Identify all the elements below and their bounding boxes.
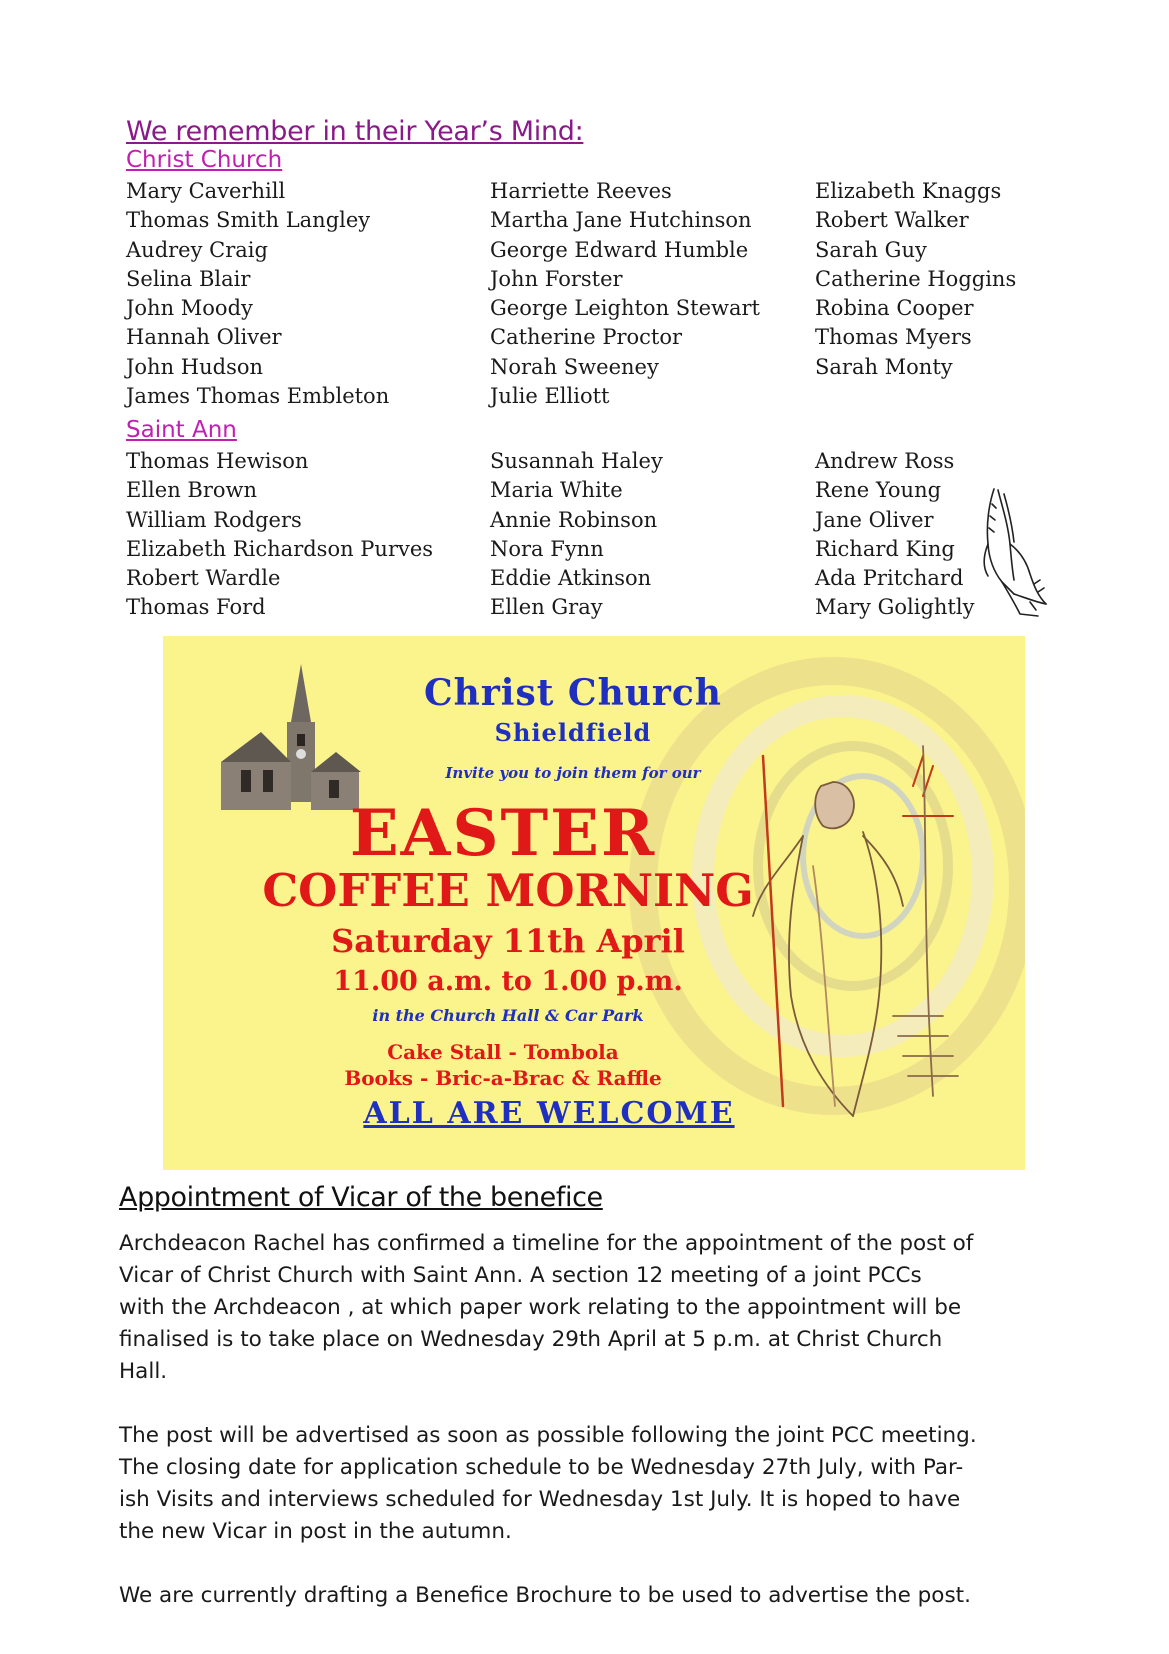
name: Thomas Smith Langley [126, 208, 371, 233]
poster-event-line1: EASTER [349, 796, 657, 871]
name: Harriette Reeves [490, 179, 672, 203]
name: William Rodgers [126, 507, 302, 532]
poster-subtitle: Shieldfield [494, 718, 652, 747]
name: Annie Robinson [490, 507, 658, 532]
name: Susannah Haley [490, 449, 663, 473]
poster-invite: Invite you to join them for our [445, 764, 701, 782]
poster-stalls-line1: Cake Stall - Tombola [387, 1040, 619, 1064]
poster-date: Saturday 11th April [331, 922, 685, 960]
name: Jane Oliver [815, 507, 934, 532]
name: Ellen Gray [490, 595, 603, 620]
text-line: the new Vicar in post in the autumn. [119, 1519, 512, 1544]
text-line: Archdeacon Rachel has confirmed a timeline for the appointment of the post of [119, 1231, 974, 1256]
poster-time: 11.00 a.m. to 1.00 p.m. [333, 966, 683, 997]
name: Elizabeth Knaggs [815, 179, 1002, 203]
appointment-paragraph-2 [119, 1420, 1049, 1548]
name: John Moody [126, 296, 253, 321]
name: Norah Sweeney [490, 354, 659, 379]
name: James Thomas Embleton [126, 384, 390, 409]
name: Martha Jane Hutchinson [490, 208, 752, 233]
name: Rene Young [815, 478, 942, 503]
poster-event-line2: COFFEE MORNING [262, 864, 754, 917]
text-line: ish Visits and interviews scheduled for Wednesday 1st July. It is hoped to have [119, 1487, 961, 1512]
name: Robert Wardle [126, 566, 281, 591]
name: Mary Golightly [815, 595, 975, 620]
name: John Hudson [126, 354, 264, 379]
name: Ellen Brown [126, 478, 258, 503]
text-line: We are currently drafting a Benefice Brochure to be used to advertise the post. [119, 1583, 971, 1608]
name: Richard King [815, 536, 955, 561]
name: John Forster [490, 266, 623, 291]
name: Robina Cooper [815, 296, 974, 321]
appointment-paragraph-1 [119, 1228, 1049, 1388]
name: Ada Pritchard [815, 566, 964, 591]
name: Thomas Hewison [126, 449, 309, 473]
poster-title: Christ Church [424, 672, 722, 714]
name: Robert Walker [815, 208, 969, 233]
easter-coffee-morning-poster [163, 636, 1025, 1170]
poster-stalls-line2: Books - Bric-a-Brac & Raffle [344, 1066, 662, 1090]
name: Mary Caverhill [126, 179, 286, 203]
name: Thomas Myers [815, 325, 972, 350]
text-line: finalised is to take place on Wednesday 29th April at 5 p.m. at Christ Church [119, 1327, 943, 1352]
appointment-paragraph-3 [119, 1580, 1049, 1612]
appointment-heading: Appointment of Vicar of the benefice [119, 1182, 603, 1213]
name: Sarah Guy [815, 237, 927, 262]
name: Maria White [490, 478, 623, 503]
name: Eddie Atkinson [490, 566, 652, 591]
name: George Edward Humble [490, 237, 749, 262]
name: Audrey Craig [126, 237, 268, 262]
text-line: Hall. [119, 1359, 168, 1384]
text-line: Vicar of Christ Church with Saint Ann. A section 12 meeting of a joint PCCs [119, 1263, 922, 1288]
name: Sarah Monty [815, 354, 953, 379]
text-line: The post will be advertised as soon as possible following the joint PCC meeting. [119, 1423, 977, 1448]
name: Andrew Ross [815, 449, 955, 473]
text-line: with the Archdeacon , at which paper work relating to the appointment will be [119, 1295, 962, 1320]
christ-church-section-title: Christ Church [126, 147, 283, 173]
remembrance-heading: We remember in their Year’s Mind: [126, 116, 584, 147]
name: Catherine Hoggins [815, 266, 1017, 291]
name: Nora Fynn [490, 536, 604, 561]
text-line: The closing date for application schedule to be Wednesday 27th July, with Par- [119, 1455, 964, 1480]
poster-location: in the Church Hall & Car Park [372, 1006, 644, 1025]
name: Hannah Oliver [126, 325, 282, 350]
saint-ann-section-title: Saint Ann [126, 417, 237, 443]
name: Julie Elliott [490, 384, 610, 409]
poster-welcome: ALL ARE WELCOME [363, 1096, 735, 1131]
name: George Leighton Stewart [490, 296, 760, 321]
name: Thomas Ford [126, 595, 266, 620]
name: Elizabeth Richardson Purves [126, 536, 434, 561]
name: Selina Blair [126, 266, 251, 291]
praying-hands-icon [974, 484, 1054, 619]
name: Catherine Proctor [490, 325, 683, 350]
